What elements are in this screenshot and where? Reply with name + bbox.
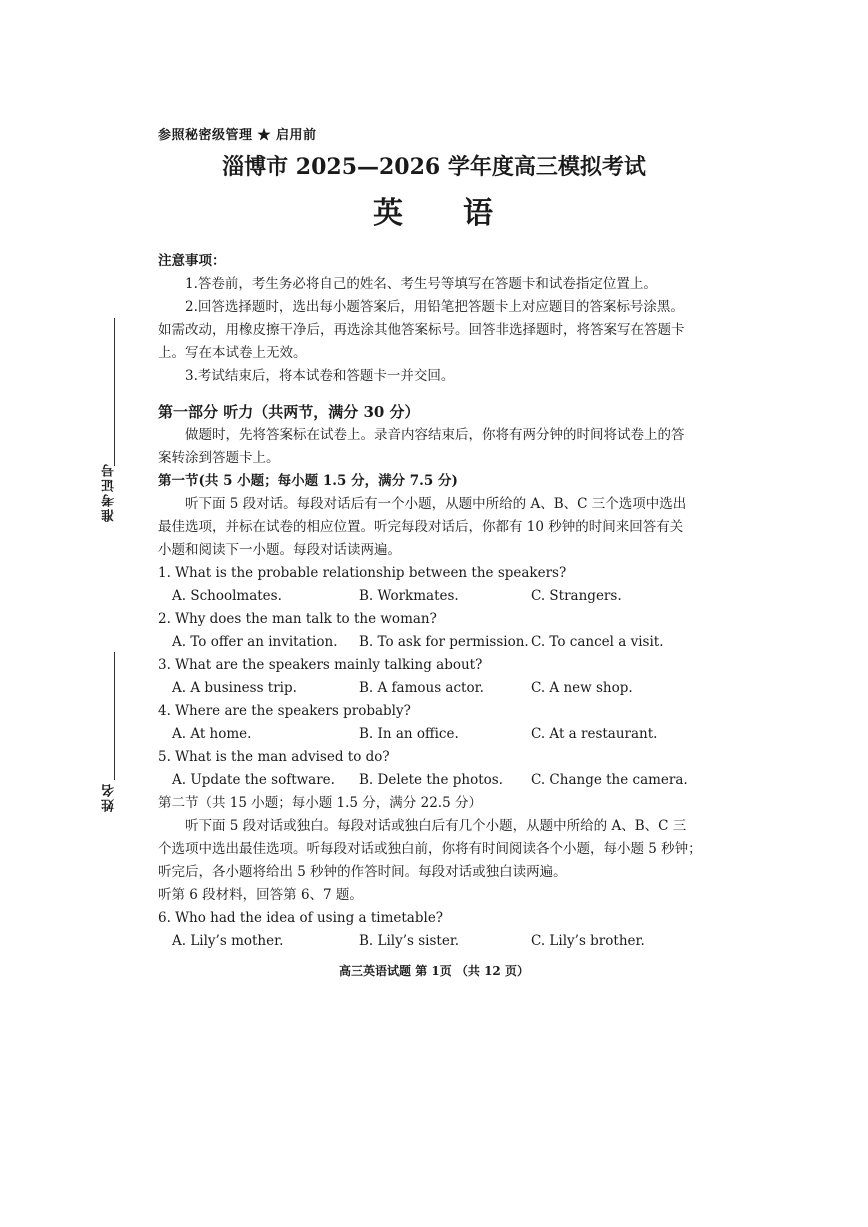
option-b: B. Lily’s sister.: [359, 933, 460, 949]
notice-item-2-cont2: 上。写在本试卷上无效。: [158, 345, 307, 361]
name-label: 姓名: [102, 782, 117, 812]
section2-text-2: 个选项中选出最佳选项。听每段对话或独白前，你将有时间阅读各个小题，每小题 5 秒钟；: [158, 841, 702, 857]
notice-item-2: 2.回答选择题时，选出每小题答案后，用铅笔把答题卡上对应题目的答案标号涂黑。: [185, 299, 684, 315]
section2-title: 第二节（共 15 小题；每小题 1.5 分，满分 22.5 分）: [158, 795, 482, 811]
exam-id-line: [114, 318, 115, 466]
option-b: B. Delete the photos.: [359, 772, 503, 788]
exam-id-label: 准考证号: [102, 462, 117, 522]
subject-char-1: 英: [373, 196, 405, 231]
section1-text-2: 最佳选项，并标在试卷的相应位置。听完每段对话后，你都有 10 秒钟的时间来回答有关: [158, 519, 684, 535]
option-b: B. In an office.: [359, 726, 459, 742]
notice-heading: 注意事项：: [158, 253, 226, 269]
option-c: C. At a restaurant.: [531, 726, 658, 742]
name-line: [114, 652, 115, 780]
option-a: A. Update the software.: [172, 772, 335, 788]
question-5: 5. What is the man advised to do?: [158, 749, 390, 765]
question-2-options: [158, 631, 718, 654]
option-b: B. To ask for permission.: [359, 634, 529, 650]
question-3: 3. What are the speakers mainly talking about?: [158, 657, 483, 673]
option-b: B. Workmates.: [359, 588, 459, 604]
notice-item-2-cont: 如需改动，用橡皮擦干净后，再选涂其他答案标号。回答非选择题时，将答案写在答题卡: [158, 322, 685, 338]
part1-title: 第一部分 听力（共两节，满分 30 分）: [158, 403, 420, 421]
option-c: C. Lily’s brother.: [531, 933, 645, 949]
notice-item-3: 3.考试结束后，将本试卷和答题卡一并交回。: [185, 368, 455, 384]
exam-body: [158, 250, 718, 953]
option-b: B. A famous actor.: [359, 680, 484, 696]
part1-intro-1: 做题时，先将答案标在试卷上。录音内容结束后，你将有两分钟的时间将试卷上的答: [185, 427, 685, 443]
option-a: A. A business trip.: [172, 680, 297, 696]
page-footer: 高三英语试题 第 1页 （共 12 页）: [339, 964, 529, 978]
question-1-options: [158, 585, 718, 608]
section1-text-1: 听下面 5 段对话。每段对话后有一个小题，从题中所给的 A、B、C 三个选项中选出: [185, 496, 687, 512]
option-c: C. Strangers.: [531, 588, 622, 604]
section2-text-3: 听完后，各小题将给出 5 秒钟的作答时间。每段对话或独白读两遍。: [158, 864, 567, 880]
option-a: A. At home.: [172, 726, 252, 742]
section2-text-4: 听第 6 段材料，回答第 6、7 题。: [158, 887, 363, 903]
question-6-options: [158, 930, 718, 953]
subject-char-2: 语: [463, 196, 495, 231]
option-c: C. A new shop.: [531, 680, 633, 696]
question-4: 4. Where are the speakers probably?: [158, 703, 411, 719]
option-a: A. Lily’s mother.: [172, 933, 284, 949]
option-c: C. Change the camera.: [531, 772, 688, 788]
exam-title: 淄博市 2025—2026 学年度高三模拟考试: [222, 154, 646, 180]
subject-title: [0, 188, 868, 232]
section2-text-1: 听下面 5 段对话或独白。每段对话或独白后有几个小题，从题中所给的 A、B、C 三: [185, 818, 687, 834]
section1-text-3: 小题和阅读下一小题。每段对话读两遍。: [158, 542, 401, 558]
part1-intro-2: 案转涂到答题卡上。: [158, 450, 280, 466]
notice-item-1: 1.答卷前，考生务必将自己的姓名、考生号等填写在答题卡和试卷指定位置上。: [185, 276, 657, 292]
question-5-options: [158, 769, 718, 792]
option-a: A. Schoolmates.: [172, 588, 282, 604]
question-3-options: [158, 677, 718, 700]
question-6: 6. Who had the idea of using a timetable?: [158, 910, 444, 926]
section1-title: 第一节(共 5 小题；每小题 1.5 分，满分 7.5 分): [158, 473, 458, 489]
secret-label: 参照秘密级管理 ★ 启用前: [158, 128, 317, 143]
question-1: 1. What is the probable relationship between the speakers?: [158, 565, 567, 581]
question-4-options: [158, 723, 718, 746]
option-a: A. To offer an invitation.: [172, 634, 338, 650]
option-c: C. To cancel a visit.: [531, 634, 664, 650]
question-2: 2. Why does the man talk to the woman?: [158, 611, 437, 627]
